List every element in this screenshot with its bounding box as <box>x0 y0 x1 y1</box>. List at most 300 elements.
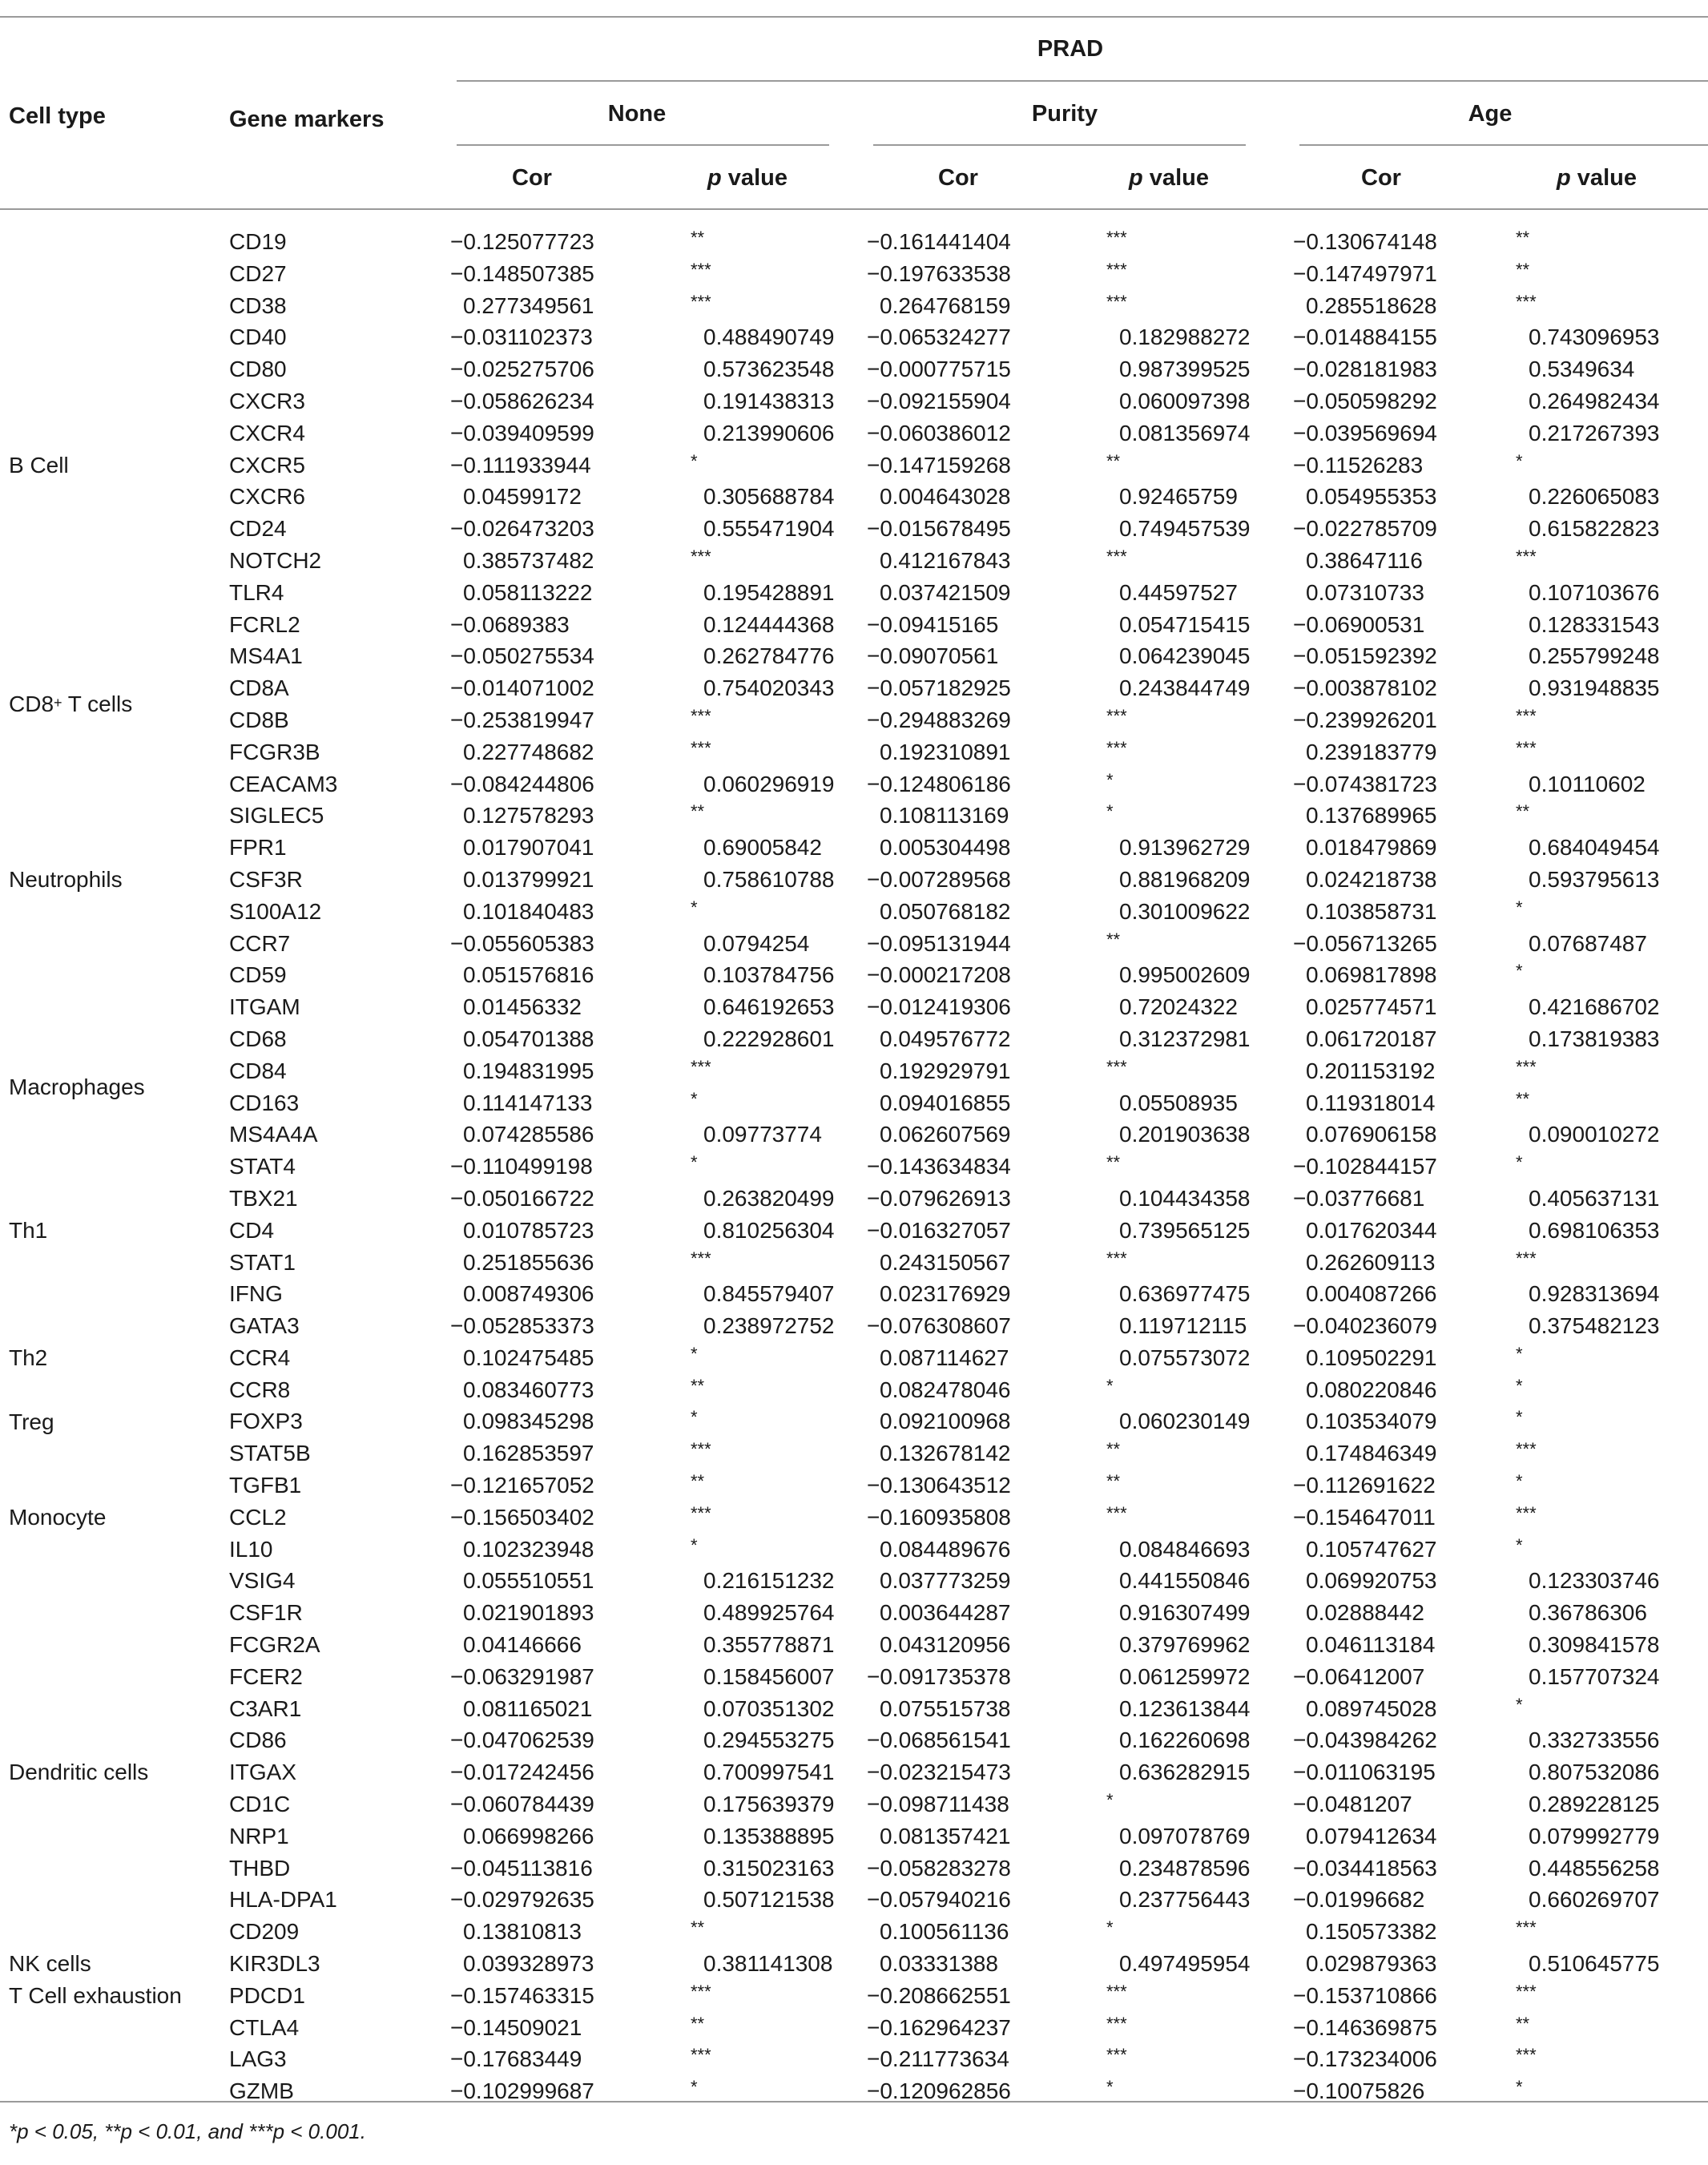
pvalue-none-cell: * <box>691 1343 698 1364</box>
pvalue-none-cell: *** <box>691 291 711 312</box>
gene-marker-cell: ITGAX <box>229 1760 297 1785</box>
table-row <box>0 1820 1708 1853</box>
table-row <box>0 1437 1708 1470</box>
table-row <box>0 1151 1708 1183</box>
age-underline <box>1299 144 1708 146</box>
table-row <box>0 577 1708 609</box>
cor-purity-cell: 0.049576772 <box>880 1026 1011 1051</box>
cor-none-cell: −0.157463315 <box>450 1982 594 2008</box>
gene-marker-cell: NRP1 <box>229 1823 289 1849</box>
cor-none-cell: −0.031102373 <box>450 325 593 350</box>
pvalue-none-cell: 0.381141308 <box>703 1951 833 1977</box>
pvalue-none-cell: ** <box>691 1375 705 1396</box>
gene-marker-cell: MS4A4A <box>229 1122 318 1147</box>
cor-age-cell: −0.239926201 <box>1293 707 1437 732</box>
pvalue-age-cell: *** <box>1516 2045 1537 2066</box>
cor-none-cell: 0.04146666 <box>463 1632 582 1658</box>
pvalue-none-cell: 0.191438313 <box>703 388 835 413</box>
cor-none-cell: −0.055605383 <box>450 930 594 956</box>
header-cor-purity: Cor <box>938 165 978 191</box>
table-row <box>0 959 1708 991</box>
pvalue-purity-cell: 0.123613844 <box>1119 1695 1251 1721</box>
pvalue-none-cell: 0.158456007 <box>703 1663 835 1689</box>
cor-age-cell: −0.050598292 <box>1293 388 1437 413</box>
cor-none-cell: −0.052853373 <box>450 1313 594 1339</box>
pvalue-none-cell: *** <box>691 1981 711 2002</box>
pvalue-purity-cell: 0.987399525 <box>1119 357 1251 382</box>
pvalue-age-cell: 0.807532086 <box>1529 1760 1660 1785</box>
cor-none-cell: −0.253819947 <box>450 707 594 732</box>
cor-purity-cell: 0.037421509 <box>880 579 1011 605</box>
cor-age-cell: −0.130674148 <box>1293 229 1437 254</box>
cor-age-cell: 0.109502291 <box>1306 1345 1437 1370</box>
table-row <box>0 1278 1708 1310</box>
cor-age-cell: −0.154647011 <box>1293 1504 1436 1530</box>
cor-age-cell: 0.069817898 <box>1306 962 1437 988</box>
cor-age-cell: −0.022785709 <box>1293 516 1437 542</box>
table-row <box>0 864 1708 896</box>
pvalue-purity-cell: * <box>1106 1375 1114 1396</box>
pvalue-age-cell: * <box>1516 1694 1523 1715</box>
table-row <box>0 1055 1708 1087</box>
pvalue-age-cell: *** <box>1516 1248 1537 1268</box>
cor-purity-cell: 0.062607569 <box>880 1122 1011 1147</box>
cor-none-cell: −0.125077723 <box>450 229 594 254</box>
table-row <box>0 991 1708 1023</box>
pvalue-none-cell: 0.263820499 <box>703 1185 835 1211</box>
pvalue-age-cell: * <box>1516 1471 1523 1492</box>
pvalue-purity-cell: ** <box>1106 1152 1121 1173</box>
pvalue-purity-cell: 0.081356974 <box>1119 420 1251 445</box>
pvalue-age-cell: 0.10110602 <box>1529 771 1646 796</box>
cor-purity-cell: −0.161441404 <box>867 229 1011 254</box>
header-value-word: value <box>1142 165 1209 191</box>
pvalue-purity-cell: 0.201903638 <box>1119 1122 1251 1147</box>
cor-age-cell: 0.017620344 <box>1306 1217 1437 1243</box>
pvalue-age-cell: ** <box>1516 228 1530 248</box>
table-row <box>0 736 1708 768</box>
gene-marker-cell: CD163 <box>229 1090 300 1115</box>
pvalue-age-cell: 0.510645775 <box>1529 1951 1660 1977</box>
cell-type-text: Macrophages <box>9 1074 145 1099</box>
table-body <box>0 226 1708 2107</box>
pvalue-purity-cell: *** <box>1106 228 1127 248</box>
table-row <box>0 2043 1708 2075</box>
gene-marker-cell: HLA-DPA1 <box>229 1887 337 1913</box>
pvalue-age-cell: 0.289228125 <box>1529 1792 1660 1817</box>
cor-purity-cell: 0.082478046 <box>880 1377 1011 1402</box>
table-row <box>0 1183 1708 1215</box>
gene-marker-cell: VSIG4 <box>229 1568 296 1594</box>
gene-marker-cell: PDCD1 <box>229 1982 305 2008</box>
pvalue-age-cell: 0.079992779 <box>1529 1823 1660 1849</box>
cor-purity-cell: 0.037773259 <box>880 1568 1011 1594</box>
header-group-none: None <box>607 101 667 127</box>
pvalue-age-cell: 0.421686702 <box>1529 994 1660 1020</box>
gene-marker-cell: CD84 <box>229 1058 287 1083</box>
cor-none-cell: 0.102475485 <box>463 1345 594 1370</box>
cor-age-cell: −0.06412007 <box>1293 1663 1425 1689</box>
pvalue-age-cell: 0.07687487 <box>1529 930 1647 956</box>
cor-age-cell: −0.028181983 <box>1293 357 1437 382</box>
cor-purity-cell: −0.023215473 <box>867 1760 1011 1785</box>
cor-purity-cell: 0.192929791 <box>880 1058 1011 1083</box>
gene-marker-cell: FCGR2A <box>229 1632 320 1658</box>
pvalue-none-cell: 0.758610788 <box>703 866 835 892</box>
table-row <box>0 800 1708 832</box>
gene-marker-cell: S100A12 <box>229 898 322 924</box>
pvalue-age-cell: 0.226065083 <box>1529 484 1660 510</box>
cor-none-cell: 0.13810813 <box>463 1919 582 1945</box>
cor-age-cell: −0.014884155 <box>1293 325 1437 350</box>
header-cor-age: Cor <box>1361 165 1401 191</box>
pvalue-purity-cell: 0.064239045 <box>1119 643 1251 669</box>
header-group-age: Age <box>1468 101 1513 127</box>
pvalue-age-cell: * <box>1516 1407 1523 1428</box>
pvalue-age-cell: 0.615822823 <box>1529 516 1660 542</box>
cor-age-cell: 0.150573382 <box>1306 1919 1437 1945</box>
pvalue-purity-cell: 0.104434358 <box>1119 1185 1251 1211</box>
cor-purity-cell: −0.160935808 <box>867 1504 1011 1530</box>
cor-purity-cell: −0.098711438 <box>867 1792 1009 1817</box>
cor-none-cell: 0.017907041 <box>463 835 594 861</box>
cor-purity-cell: −0.058283278 <box>867 1855 1011 1881</box>
gene-marker-cell: FOXP3 <box>229 1409 303 1434</box>
cor-purity-cell: −0.000217208 <box>867 962 1011 988</box>
cor-none-cell: 0.055510551 <box>463 1568 594 1594</box>
gene-marker-cell: STAT5B <box>229 1441 311 1466</box>
cor-age-cell: 0.02888442 <box>1306 1600 1424 1626</box>
cor-none-cell: −0.058626234 <box>450 388 594 413</box>
gene-marker-cell: CD59 <box>229 962 287 988</box>
pvalue-none-cell: 0.135388895 <box>703 1823 835 1849</box>
header-cor-none: Cor <box>512 165 552 191</box>
cor-purity-cell: −0.092155904 <box>867 388 1011 413</box>
pvalue-none-cell: 0.69005842 <box>703 835 822 861</box>
cell-type-text-suffix: T cells <box>62 691 133 717</box>
cor-purity-cell: −0.130643512 <box>867 1473 1011 1498</box>
pvalue-age-cell: * <box>1516 1534 1523 1555</box>
pvalue-none-cell: 0.216151232 <box>703 1568 835 1594</box>
cor-purity-cell: 0.108113169 <box>880 803 1009 829</box>
pvalue-age-cell: 0.123303746 <box>1529 1568 1660 1594</box>
table-row <box>0 450 1708 482</box>
cor-none-cell: 0.01456332 <box>463 994 582 1020</box>
pvalue-none-cell: 0.355778871 <box>703 1632 835 1658</box>
cell-type-text: NK cells <box>9 1951 91 1977</box>
table-row <box>0 1119 1708 1151</box>
cor-purity-cell: 0.005304498 <box>880 835 1011 861</box>
gene-marker-cell: IL10 <box>229 1536 273 1562</box>
cor-purity-cell: 0.023176929 <box>880 1281 1011 1307</box>
cor-none-cell: −0.017242456 <box>450 1760 594 1785</box>
pvalue-none-cell: ** <box>691 228 705 248</box>
cor-age-cell: 0.285518628 <box>1306 292 1437 318</box>
cor-purity-cell: 0.003644287 <box>880 1600 1011 1626</box>
header-value-word: value <box>1570 165 1637 191</box>
cor-age-cell: 0.004087266 <box>1306 1281 1437 1307</box>
cor-none-cell: −0.102999687 <box>450 2078 594 2104</box>
gene-marker-cell: IFNG <box>229 1281 283 1307</box>
pvalue-age-cell: 0.684049454 <box>1529 835 1660 861</box>
cor-none-cell: −0.039409599 <box>450 420 594 445</box>
pvalue-purity-cell: * <box>1106 2077 1114 2098</box>
cell-type-text: Treg <box>9 1409 54 1434</box>
cor-age-cell: −0.0481207 <box>1293 1792 1412 1817</box>
pvalue-none-cell: 0.507121538 <box>703 1887 835 1913</box>
pvalue-purity-cell: 0.995002609 <box>1119 962 1251 988</box>
cor-purity-cell: −0.197633538 <box>867 260 1011 286</box>
cor-purity-cell: −0.120962856 <box>867 2078 1011 2104</box>
cor-purity-cell: −0.294883269 <box>867 707 1011 732</box>
cor-none-cell: 0.013799921 <box>463 866 594 892</box>
pvalue-purity-cell: *** <box>1106 737 1127 758</box>
pvalue-purity-cell: 0.060097398 <box>1119 388 1251 413</box>
cor-none-cell: 0.194831995 <box>463 1058 594 1083</box>
pvalue-purity-cell: 0.441550846 <box>1119 1568 1251 1594</box>
table-row <box>0 768 1708 800</box>
table-row <box>0 290 1708 322</box>
pvalue-purity-cell: 0.301009622 <box>1119 898 1251 924</box>
pvalue-none-cell: ** <box>691 1471 705 1492</box>
cor-age-cell: 0.103858731 <box>1306 898 1437 924</box>
pvalue-purity-cell: * <box>1106 1917 1114 1938</box>
cor-purity-cell: −0.057940216 <box>867 1887 1011 1913</box>
cor-age-cell: −0.11526283 <box>1293 452 1424 478</box>
pvalue-age-cell: * <box>1516 1343 1523 1364</box>
cor-age-cell: 0.07310733 <box>1306 579 1424 605</box>
table-row <box>0 481 1708 513</box>
pvalue-age-cell: 0.090010272 <box>1529 1122 1660 1147</box>
pvalue-purity-cell: 0.379769962 <box>1119 1632 1251 1658</box>
pvalue-none-cell: 0.262784776 <box>703 643 835 669</box>
gene-marker-cell: MS4A1 <box>229 643 303 669</box>
gene-marker-cell: CCR4 <box>229 1345 291 1370</box>
cor-none-cell: −0.17683449 <box>450 2046 582 2072</box>
pvalue-age-cell: * <box>1516 1375 1523 1396</box>
pvalue-none-cell: 0.489925764 <box>703 1600 835 1626</box>
cor-purity-cell: −0.000775715 <box>867 357 1011 382</box>
table-row <box>0 640 1708 672</box>
pvalue-none-cell: 0.195428891 <box>703 579 835 605</box>
table-row <box>0 417 1708 450</box>
cor-none-cell: −0.025275706 <box>450 357 594 382</box>
pvalue-purity-cell: *** <box>1106 2013 1127 2034</box>
pvalue-age-cell: 0.660269707 <box>1529 1887 1660 1913</box>
gene-marker-cell: CD24 <box>229 516 287 542</box>
cor-purity-cell: 0.092100968 <box>880 1409 1011 1434</box>
header-cell-type: Cell type <box>9 103 106 129</box>
table-row <box>0 1724 1708 1756</box>
pvalue-none-cell: 0.09773774 <box>703 1122 822 1147</box>
cor-purity-cell: 0.043120956 <box>880 1632 1011 1658</box>
header-group-purity: Purity <box>1031 101 1098 127</box>
cor-purity-cell: −0.162964237 <box>867 2014 1011 2040</box>
pvalue-purity-cell: 0.162260698 <box>1119 1728 1251 1753</box>
cor-age-cell: 0.262609113 <box>1306 1249 1436 1275</box>
cor-age-cell: −0.147497971 <box>1293 260 1437 286</box>
table-row <box>0 1597 1708 1629</box>
gene-marker-cell: KIR3DL3 <box>229 1951 320 1977</box>
cor-age-cell: 0.069920753 <box>1306 1568 1437 1594</box>
pvalue-age-cell: 0.36786306 <box>1529 1600 1647 1626</box>
pvalue-purity-cell: ** <box>1106 1439 1121 1460</box>
cor-none-cell: 0.054701388 <box>463 1026 594 1051</box>
cor-purity-cell: −0.147159268 <box>867 452 1011 478</box>
cor-none-cell: −0.0689383 <box>450 611 570 637</box>
pvalue-none-cell: *** <box>691 1056 711 1077</box>
pvalue-none-cell: 0.213990606 <box>703 420 835 445</box>
cor-none-cell: −0.014071002 <box>450 675 594 701</box>
cor-age-cell: −0.03776681 <box>1293 1185 1425 1211</box>
cor-age-cell: 0.239183779 <box>1306 739 1437 764</box>
table-row <box>0 1980 1708 2012</box>
header-cohort: PRAD <box>1037 36 1104 62</box>
cor-none-cell: 0.051576816 <box>463 962 594 988</box>
gene-marker-cell: CSF3R <box>229 866 303 892</box>
gene-marker-cell: THBD <box>229 1855 291 1881</box>
cell-type-text: Dendritic cells <box>9 1760 149 1785</box>
cor-age-cell: 0.119318014 <box>1306 1090 1436 1115</box>
pvalue-age-cell: *** <box>1516 1981 1537 2002</box>
table-top-rule <box>0 16 1708 18</box>
pvalue-age-cell: 0.928313694 <box>1529 1281 1660 1307</box>
pvalue-none-cell: *** <box>691 259 711 280</box>
gene-marker-cell: CD8A <box>229 675 289 701</box>
cor-age-cell: −0.051592392 <box>1293 643 1437 669</box>
pvalue-purity-cell: 0.72024322 <box>1119 994 1238 1020</box>
cor-none-cell: 0.127578293 <box>463 803 594 829</box>
pvalue-age-cell: 0.107103676 <box>1529 579 1660 605</box>
pvalue-purity-cell: 0.913962729 <box>1119 835 1251 861</box>
header-pvalue-none <box>707 164 788 192</box>
header-p-letter: p <box>1129 165 1143 191</box>
cor-none-cell: 0.010785723 <box>463 1217 594 1243</box>
cor-none-cell: 0.114147133 <box>463 1090 593 1115</box>
pvalue-age-cell: 0.405637131 <box>1529 1185 1660 1211</box>
pvalue-none-cell: *** <box>691 1439 711 1460</box>
cor-age-cell: 0.38647116 <box>1306 547 1423 573</box>
gene-marker-cell: SIGLEC5 <box>229 803 324 829</box>
pvalue-none-cell: *** <box>691 2045 711 2066</box>
cor-none-cell: −0.156503402 <box>450 1504 594 1530</box>
pvalue-purity-cell: 0.060230149 <box>1119 1409 1251 1434</box>
pvalue-none-cell: 0.124444368 <box>703 611 835 637</box>
pvalue-age-cell: 0.332733556 <box>1529 1728 1660 1753</box>
pvalue-age-cell: *** <box>1516 1502 1537 1523</box>
pvalue-purity-cell: *** <box>1106 1056 1127 1077</box>
pvalue-purity-cell: 0.054715415 <box>1119 611 1251 637</box>
pvalue-purity-cell: 0.636977475 <box>1119 1281 1251 1307</box>
pvalue-none-cell: ** <box>691 801 705 822</box>
cor-purity-cell: 0.264768159 <box>880 292 1011 318</box>
cor-none-cell: −0.026473203 <box>450 516 594 542</box>
cor-age-cell: 0.046113184 <box>1306 1632 1436 1658</box>
table-row <box>0 385 1708 417</box>
gene-marker-cell: CD38 <box>229 292 287 318</box>
table-row <box>0 1215 1708 1247</box>
cor-age-cell: −0.173234006 <box>1293 2046 1437 2072</box>
pvalue-none-cell: 0.175639379 <box>703 1792 835 1817</box>
gene-marker-cell: CEACAM3 <box>229 771 338 796</box>
gene-marker-cell: CD86 <box>229 1728 287 1753</box>
cor-none-cell: 0.039328973 <box>463 1951 594 1977</box>
cor-purity-cell: −0.09415165 <box>867 611 999 637</box>
gene-marker-cell: CXCR6 <box>229 484 305 510</box>
pvalue-none-cell: 0.845579407 <box>703 1281 835 1307</box>
pvalue-none-cell: 0.070351302 <box>703 1695 835 1721</box>
pvalue-purity-cell: *** <box>1106 546 1127 566</box>
gene-marker-cell: CXCR4 <box>229 420 305 445</box>
cor-age-cell: 0.029879363 <box>1306 1951 1437 1977</box>
header-pvalue-purity <box>1129 164 1209 192</box>
cor-none-cell: −0.063291987 <box>450 1663 594 1689</box>
pvalue-purity-cell: * <box>1106 801 1114 822</box>
cor-age-cell: 0.103534079 <box>1306 1409 1437 1434</box>
table-row <box>0 1693 1708 1725</box>
pvalue-purity-cell: 0.061259972 <box>1119 1663 1251 1689</box>
pvalue-purity-cell: 0.075573072 <box>1119 1345 1251 1370</box>
gene-marker-cell: CD1C <box>229 1792 291 1817</box>
cor-age-cell: 0.174846349 <box>1306 1441 1437 1466</box>
table-row <box>0 1534 1708 1566</box>
cor-age-cell: 0.061720187 <box>1306 1026 1437 1051</box>
pvalue-purity-cell: *** <box>1106 2045 1127 2066</box>
pvalue-age-cell: * <box>1516 1152 1523 1173</box>
cor-purity-cell: −0.012419306 <box>867 994 1011 1020</box>
cor-age-cell: 0.079412634 <box>1306 1823 1437 1849</box>
cor-age-cell: −0.153710866 <box>1293 1982 1437 2008</box>
pvalue-none-cell: * <box>691 450 698 471</box>
gene-marker-cell: CCR7 <box>229 930 291 956</box>
cor-none-cell: 0.066998266 <box>463 1823 594 1849</box>
pvalue-age-cell: *** <box>1516 705 1537 726</box>
cor-purity-cell: 0.050768182 <box>880 898 1011 924</box>
header-value-word: value <box>721 165 788 191</box>
cor-none-cell: 0.277349561 <box>463 292 594 318</box>
table-row <box>0 1565 1708 1597</box>
cor-age-cell: −0.039569694 <box>1293 420 1437 445</box>
pvalue-age-cell: 0.743096953 <box>1529 325 1660 350</box>
pvalue-purity-cell: 0.881968209 <box>1119 866 1251 892</box>
pvalue-none-cell: 0.222928601 <box>703 1026 835 1051</box>
pvalue-none-cell: * <box>691 1407 698 1428</box>
gene-marker-cell: CCR8 <box>229 1377 291 1402</box>
pvalue-age-cell: *** <box>1516 291 1537 312</box>
gene-marker-cell: FCRL2 <box>229 611 300 637</box>
cor-none-cell: 0.102323948 <box>463 1536 594 1562</box>
cor-age-cell: 0.054955353 <box>1306 484 1437 510</box>
cor-purity-cell: −0.124806186 <box>867 771 1011 796</box>
table-row <box>0 513 1708 545</box>
pvalue-age-cell: 0.264982434 <box>1529 388 1660 413</box>
pvalue-purity-cell: 0.084846693 <box>1119 1536 1251 1562</box>
cell-type-text: B Cell <box>9 452 69 478</box>
pvalue-none-cell: 0.555471904 <box>703 516 835 542</box>
pvalue-none-cell: * <box>691 897 698 917</box>
cor-none-cell: −0.060784439 <box>450 1792 594 1817</box>
cor-age-cell: 0.024218738 <box>1306 866 1437 892</box>
cor-purity-cell: 0.03331388 <box>880 1951 998 1977</box>
cor-none-cell: −0.050275534 <box>450 643 594 669</box>
table-row <box>0 1756 1708 1788</box>
purity-underline <box>873 144 1246 146</box>
cor-age-cell: −0.056713265 <box>1293 930 1437 956</box>
cor-purity-cell: −0.091735378 <box>867 1663 1011 1689</box>
pvalue-age-cell: ** <box>1516 259 1530 280</box>
table-row <box>0 1916 1708 1948</box>
pvalue-age-cell: 0.173819383 <box>1529 1026 1660 1051</box>
